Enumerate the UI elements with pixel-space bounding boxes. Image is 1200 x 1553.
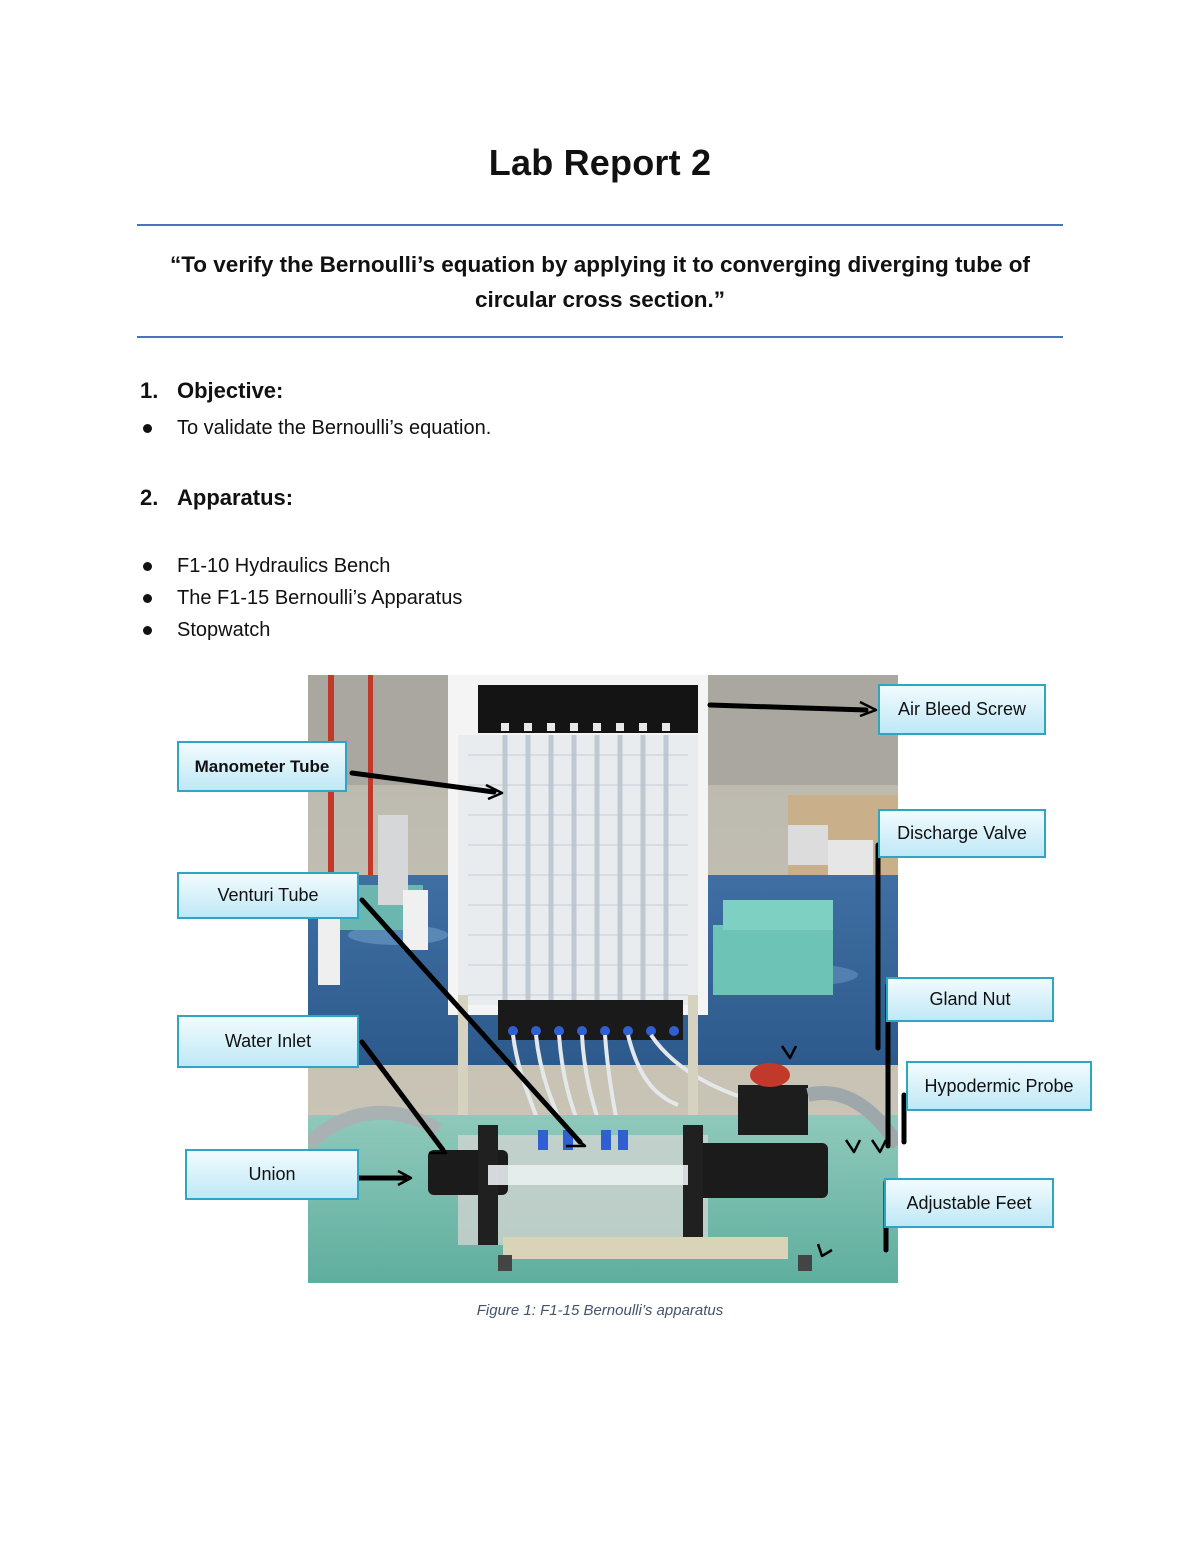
label-water-inlet: Water Inlet bbox=[177, 1015, 359, 1068]
list-item: To validate the Bernoulli’s equation. bbox=[140, 416, 491, 448]
aim-statement bbox=[137, 247, 1063, 317]
apparatus-photo bbox=[308, 675, 898, 1283]
apparatus-list bbox=[140, 554, 462, 650]
section-number: 1. bbox=[140, 378, 159, 403]
objective-list bbox=[140, 416, 491, 448]
top-divider bbox=[137, 224, 1063, 226]
label-hypodermic-probe: Hypodermic Probe bbox=[906, 1061, 1092, 1111]
label-gland-nut: Gland Nut bbox=[886, 977, 1054, 1022]
section-heading-objective bbox=[140, 378, 283, 404]
label-union: Union bbox=[185, 1149, 359, 1200]
label-adjustable-feet: Adjustable Feet bbox=[884, 1178, 1054, 1228]
page-title: Lab Report 2 bbox=[488, 142, 712, 183]
list-item: F1-10 Hydraulics Bench bbox=[140, 554, 462, 586]
label-discharge-valve: Discharge Valve bbox=[878, 809, 1046, 858]
aim-line-2: circular cross section.” bbox=[474, 287, 726, 312]
section-title: Apparatus: bbox=[177, 485, 294, 510]
figure-caption: Figure 1: F1-15 Bernoulli’s apparatus bbox=[476, 1302, 724, 1319]
section-number: 2. bbox=[140, 485, 159, 510]
list-item: Stopwatch bbox=[140, 618, 462, 650]
list-item: The F1-15 Bernoulli’s Apparatus bbox=[140, 586, 462, 618]
bottom-divider bbox=[137, 336, 1063, 338]
label-manometer-tube: Manometer Tube bbox=[177, 741, 347, 792]
section-title: Objective: bbox=[177, 378, 284, 403]
label-air-bleed-screw: Air Bleed Screw bbox=[878, 684, 1046, 735]
section-heading-apparatus bbox=[140, 485, 293, 511]
label-venturi-tube: Venturi Tube bbox=[177, 872, 359, 919]
aim-line-1: “To verify the Bernoulli’s equation by applying it to converging diverging tube of bbox=[169, 252, 1031, 277]
